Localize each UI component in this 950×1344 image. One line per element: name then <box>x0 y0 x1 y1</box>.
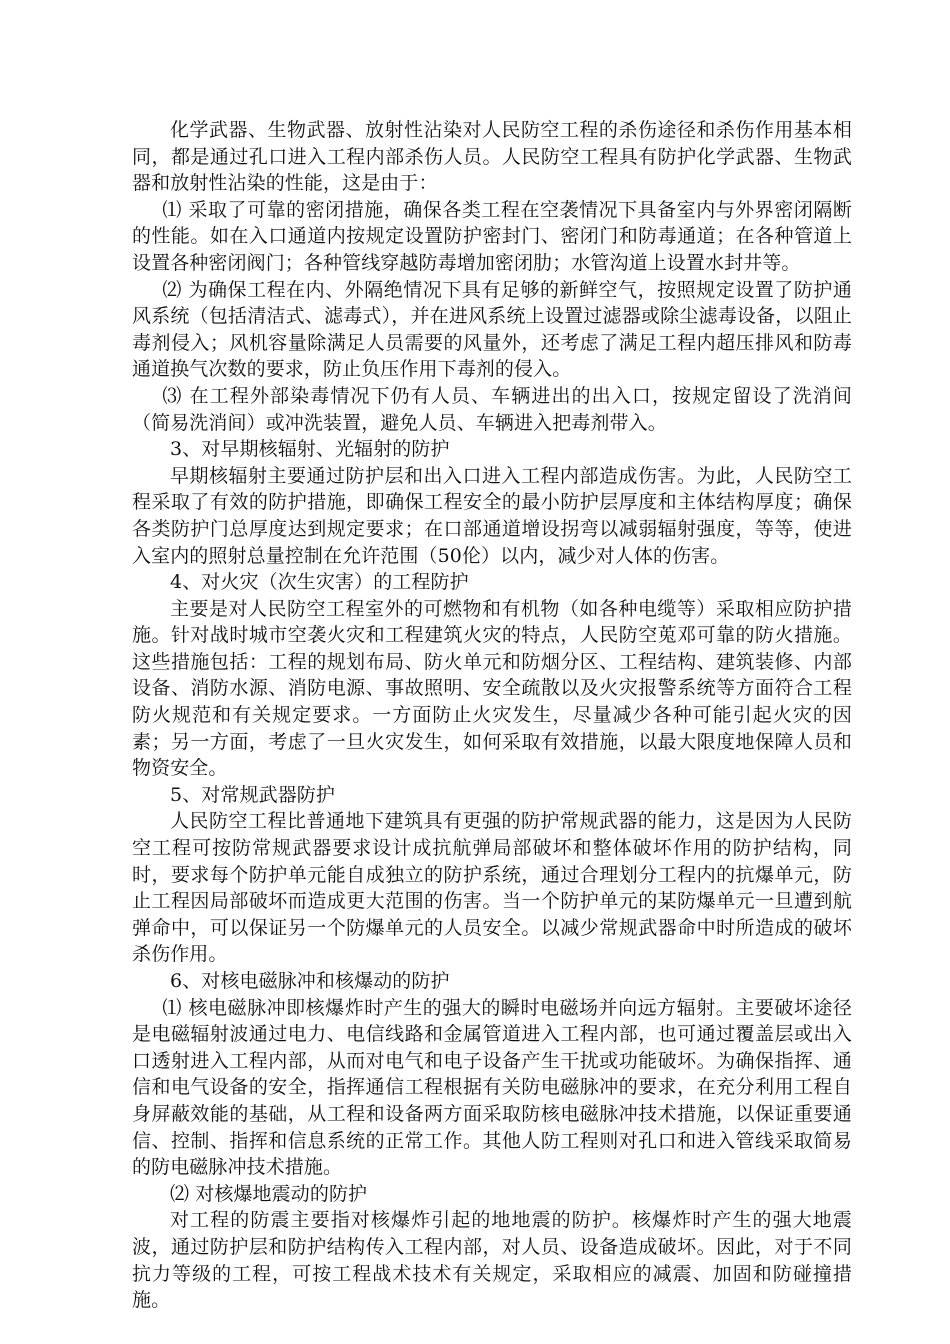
heading-radiation-protection: 3、对早期核辐射、光辐射的防护 <box>170 438 450 461</box>
heading-emp-and-shock: 6、对核电磁脉冲和核爆动的防护 <box>170 970 450 992</box>
heading-conventional-weapons: 5、对常规武器防护 <box>170 783 335 806</box>
item-emp-protection: ⑴ 核电磁脉冲即核爆炸时产生的强大的瞬时电磁场并向远方辐射。主要破坏途径是电磁辐射波通过电力、电信线路和金属管道进入工程内部，也可通过覆盖层或出入口透射进入工程内部，从而对电气和电子设备产生干扰或功能破坏。为确保指挥、通信和电气设备的安全，指挥通信工程根据有关防电磁脉冲的要求，在充分利用工程自身屏蔽效能的基础，从工程和设备两方面采取防核电磁脉冲技术措施，以保证重要通信、控制、指挥和信息系统的正常工作。其他人防工程则对孔口和进入管线采取简易的防电磁脉冲技术措施。 <box>132 996 852 1179</box>
paragraph-conventional-weapons: 人民防空工程比普通地下建筑具有更强的防护常规武器的能力，这是因为人民防空工程可按防常规武器要求设计成抗航弹局部破坏和整体破坏作用的防护结构，同时，要求每个防护单元能自成独立的防护系统，通过合理划分工程内的抗爆单元，防止工程因局部破坏而造成更大范围的伤害。当一个防护单元的某防爆单元一旦遭到航弹命中，可以保证另一个防爆单元的人员安全。以减少常规武器命中时所造成的破坏杀伤作用。 <box>132 810 852 966</box>
item-decontamination: ⑶ 在工程外部染毒情况下仍有人员、车辆进出的出入口，按规定留设了洗消间（简易洗消间）或冲洗装置，避免人员、车辆进入把毒剂带入。 <box>132 384 852 434</box>
heading-ground-shock: ⑵ 对核爆地震动的防护 <box>170 1182 368 1205</box>
item-sealing-measures: ⑴ 采取了可靠的密闭措施，确保各类工程在空袭情况下具备室内与外界密闭隔断的性能。如在入口通道内按规定设置防护密封门、密闭门和防毒通道；在各种管道上设置各种密闭阀门；各种管线穿越防毒增加密闭肋；水管沟道上设置水封井等。 <box>132 198 852 274</box>
heading-fire-protection: 4、对火灾（次生灾害）的工程防护 <box>170 571 469 594</box>
paragraph-fire-protection: 主要是对人民防空工程室外的可燃物和有机物（如各种电缆等）采取相应防护措施。针对战时城市空袭火灾和工程建筑火灾的特点，人民防空莵邓可靠的防火措施。这些措施包括：工程的规划布局、防火单元和防烟分区、工程结构、建筑装修、内部设备、消防水源、消防电源、事故照明、安全疏散以及火灾报警系统等方面符合工程防火规范和有关规定要求。一方面防止火灾发生，尽量减少各种可能引起火灾的因素；另一方面，考虑了一旦火灾发生，如何采取有效措施，以最大限度地保障人员和物资安全。 <box>132 597 852 780</box>
paragraph-radiation-protection: 早期核辐射主要通过防护层和出入口进入工程内部造成伤害。为此，人民防空工程采取了有效的防护措施，即确保工程安全的最小防护层厚度和主体结构厚度；确保各类防护门总厚度达到规定要求；在口部通道增设拐弯以减弱辐射强度，等等，使进入室内的照射总量控制在允许范围（50伦）以内，减少对人体的伤害。 <box>132 464 852 567</box>
paragraph-intro: 化学武器、生物武器、放射性沾染对人民防空工程的杀伤途径和杀伤作用基本相同，都是通过孔口进入工程内部杀伤人员。人民防空工程具有防护化学武器、生物武器和放射性沾染的性能，这是由于： <box>132 119 852 195</box>
document-page <box>132 117 852 1314</box>
paragraph-ground-shock: 对工程的防震主要指对核爆炸引起的地地震的防护。核爆炸时产生的强大地震波，通过防护层和防护结构传入工程内部，对人员、设备造成破坏。因此，对于不同抗力等级的工程，可按工程战术技术有关规定，采取相应的减震、加固和防碰撞措施。 <box>132 1209 852 1312</box>
item-ventilation-system: ⑵ 为确保工程在内、外隔绝情况下具有足够的新鲜空气，按照规定设置了防护通风系统（包括清洁式、滤毒式），并在进风系统上设置过滤器或除尘滤毒设备，以阻止毒剂侵入；风机容量除满足人员需要的风量外，还考虑了满足工程内超压排风和防毒通道换气次数的要求，防止负压作用下毒剂的侵入。 <box>132 278 852 381</box>
